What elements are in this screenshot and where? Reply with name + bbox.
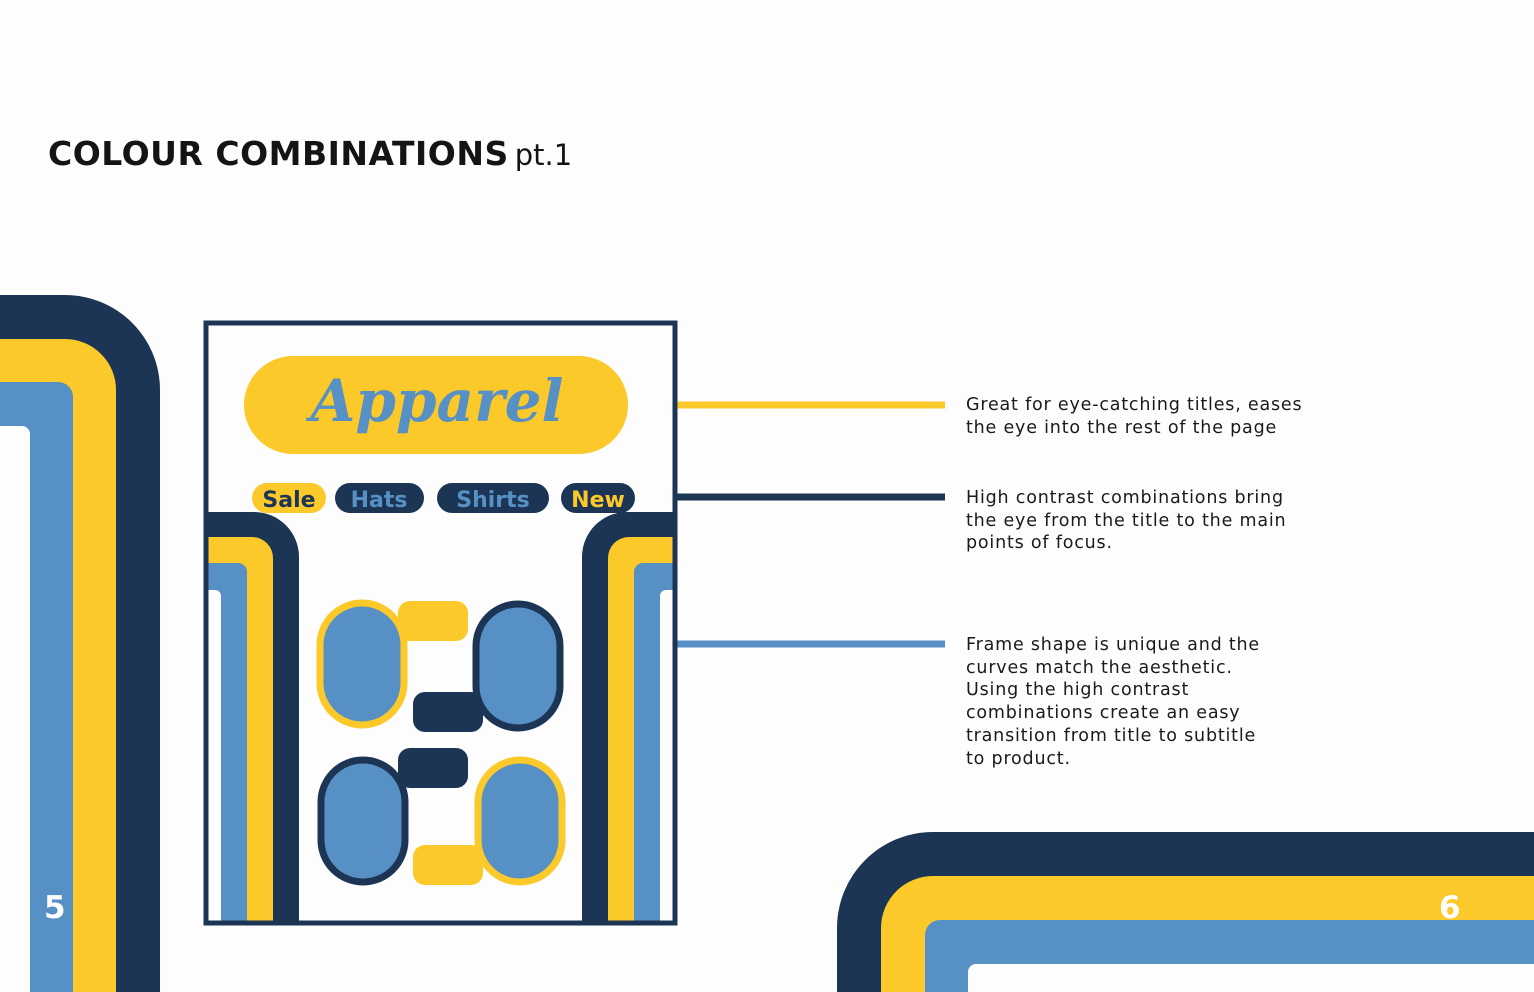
page-number-right: 6 xyxy=(1439,890,1461,926)
right-stripe-arcs xyxy=(837,832,1534,992)
tag-sale-label: Sale xyxy=(262,488,316,513)
heading-main: COLOUR COMBINATIONS xyxy=(48,134,509,173)
annotation-frame: Frame shape is unique and the curves match the aesthetic. Using the high contrast combinations create an easy transition from title to subtitle to product. xyxy=(966,635,1260,769)
product-frame-3[interactable] xyxy=(321,760,405,882)
product-frame-2[interactable] xyxy=(476,604,560,728)
connector-yellow-bottom xyxy=(413,845,483,885)
mockup-left-arc-white xyxy=(208,590,221,921)
connector-navy-mid xyxy=(413,692,483,732)
apparel-mockup xyxy=(206,323,675,923)
annotation-title: Great for eye-catching titles, eases the eye into the rest of the page xyxy=(966,395,1303,438)
tag-shirts-label: Shirts xyxy=(456,488,530,513)
tag-hats-label: Hats xyxy=(350,488,408,513)
right-arc-white xyxy=(968,964,1534,992)
tag-new-label: New xyxy=(571,488,625,513)
left-arc-white xyxy=(0,426,30,992)
title-pill-label: Apparel xyxy=(310,367,564,435)
mockup-right-arc-white xyxy=(660,590,673,921)
page-number-left: 5 xyxy=(44,890,66,926)
left-stripe-arcs xyxy=(0,295,160,992)
product-frame-1[interactable] xyxy=(320,603,404,725)
product-frame-4[interactable] xyxy=(478,760,562,882)
nav-tags xyxy=(252,483,635,513)
heading-suffix: pt.1 xyxy=(514,138,573,172)
connector-navy-low xyxy=(398,748,468,788)
annotation-nav: High contrast combinations bring the eye from the title to the main points of focus. xyxy=(966,488,1287,554)
connector-yellow-top xyxy=(398,601,468,641)
